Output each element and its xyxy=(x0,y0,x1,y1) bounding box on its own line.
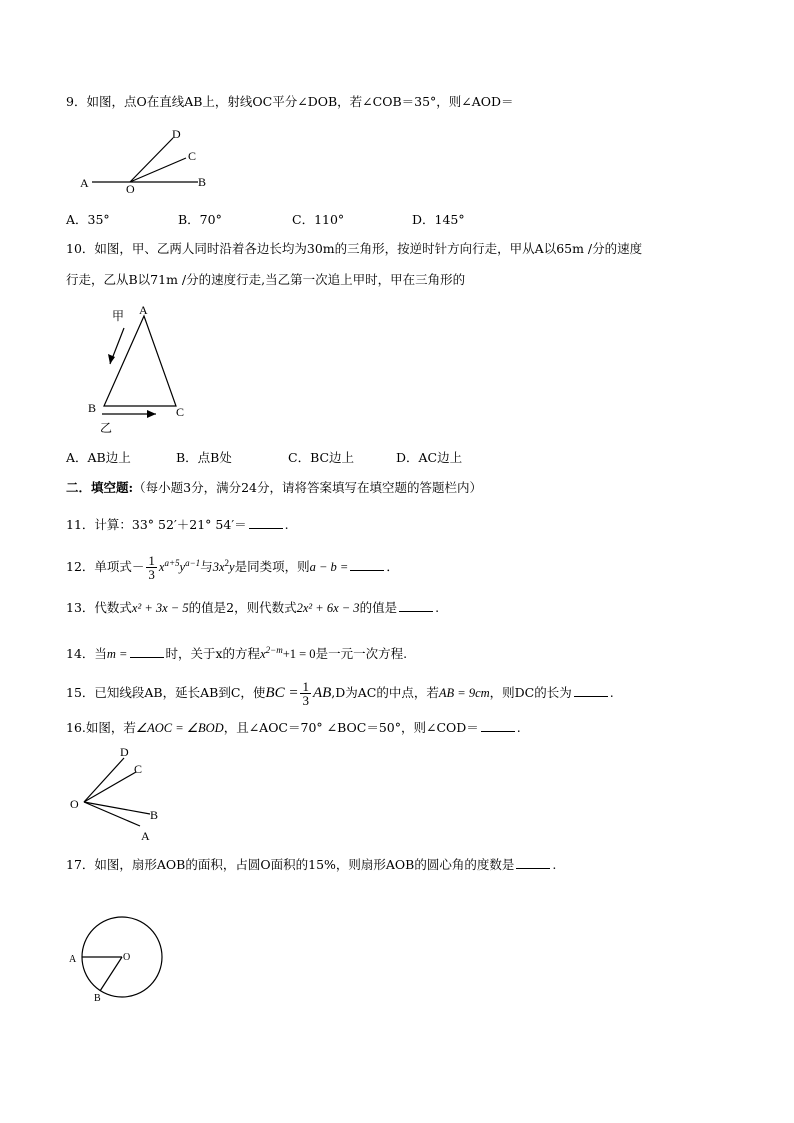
q17-figure xyxy=(66,912,186,1012)
q15-mid: ,D为AC的中点，若 xyxy=(331,685,439,700)
q17-label-b: B xyxy=(94,993,101,1004)
q16-label-d: D xyxy=(120,745,129,759)
q15-pre: 15．已知线段AB，延长AB到C，使 xyxy=(66,685,266,700)
q12-term3: 3x xyxy=(212,560,225,575)
q14-expr-base: x xyxy=(260,647,266,662)
q13-expr1: x² + 3x − 5 xyxy=(131,601,189,615)
q9-label-c: C xyxy=(188,149,197,163)
q13-answer-blank[interactable] xyxy=(399,599,433,612)
q16-label-b: B xyxy=(150,808,159,822)
q9-option-a: A．35° xyxy=(66,212,110,227)
q16-figure xyxy=(66,744,176,844)
q12-mid: 与 xyxy=(200,559,213,575)
q16-end: . xyxy=(516,720,521,735)
q15-frac-num: 1 xyxy=(302,679,309,694)
q10-option-c: C．BC边上 xyxy=(288,450,355,465)
q15-text xyxy=(66,680,614,707)
q10-figure xyxy=(84,302,204,435)
q10-option-d: D．AC边上 xyxy=(396,450,463,465)
q9-label-d: D xyxy=(172,127,181,141)
q14-pre: 14．当 xyxy=(66,646,107,662)
q12-text xyxy=(66,553,399,581)
q11-answer-blank[interactable] xyxy=(249,516,283,529)
q12-term4: y xyxy=(229,560,235,575)
q12-term1: x xyxy=(158,560,165,575)
q16-mid: ，且∠AOC＝70° ∠BOC＝50°，则∠COD＝ xyxy=(223,720,479,735)
q17-stem: 17．如图，扇形AOB的面积，占圆O面积的15%，则扇形AOB的圆心角的度数是 xyxy=(66,857,515,872)
q14-mid: 时，关于x的方程 xyxy=(165,646,261,662)
q9-label-o: O xyxy=(126,182,135,196)
q12-fraction xyxy=(146,554,157,581)
q16-text xyxy=(66,718,521,738)
q17-text xyxy=(66,855,556,875)
q9-option-b: B．70° xyxy=(178,212,222,227)
q14-var: m = xyxy=(106,647,128,662)
q9-text: 9．如图，点O在直线AB上，射线OC平分∠DOB，若∠COB＝35°，则∠AOD＝ xyxy=(66,94,514,109)
q14-answer-blank[interactable] xyxy=(130,645,164,658)
section2-note: （每小题3分，满分24分，请将答案填写在填空题的答题栏内） xyxy=(133,480,482,495)
q10-label-c: C xyxy=(176,405,185,419)
q15-answer-blank[interactable] xyxy=(574,684,608,697)
q12-exp2: a−1 xyxy=(185,558,201,568)
q12-frac-num: 1 xyxy=(148,553,155,569)
q10-label-jia: 甲 xyxy=(112,309,125,323)
q10-label-yi: 乙 xyxy=(100,421,113,435)
q9-label-a: A xyxy=(80,176,89,190)
q16-label-c: C xyxy=(134,762,143,776)
q16-label-a: A xyxy=(141,829,150,843)
q13-mid: 的值是2，则代数式 xyxy=(188,600,297,615)
q16-pre: 16.如图，若 xyxy=(66,720,136,735)
q12-pre: 12．单项式－ xyxy=(66,559,145,575)
q15-rhs: AB xyxy=(312,685,332,701)
q12-frac-den: 3 xyxy=(148,567,155,583)
q14-expr-exp: 2−m xyxy=(265,645,283,655)
q13-end: . xyxy=(435,600,440,615)
q14-post: 是一元一次方程 xyxy=(315,646,404,662)
q10-line1: 10．如图，甲、乙两人同时沿着各边长均为30m的三角形，按逆时针方向行走，甲从A以65m /分的速度 xyxy=(66,241,643,256)
q16-label-o: O xyxy=(70,797,79,811)
q9-figure xyxy=(78,124,218,194)
q14-expr-rest: +1 = 0 xyxy=(282,647,316,662)
q10-line2: 行走，乙从B以71m /分的速度行走,当乙第一次追上甲时，甲在三角形的 xyxy=(66,272,466,287)
q9-label-b: B xyxy=(198,175,207,189)
q12-answer-blank[interactable] xyxy=(350,558,384,571)
q12-exp1: a+5 xyxy=(164,558,180,568)
q15-frac-den: 3 xyxy=(302,693,309,708)
q12-expr: a − b = xyxy=(309,560,349,575)
q17-label-a: A xyxy=(69,954,77,965)
section2-title: 二．填空题: xyxy=(66,480,134,495)
q10-label-b: B xyxy=(88,401,97,415)
q12-term2: y xyxy=(179,560,186,575)
q13-pre: 13．代数式 xyxy=(66,600,132,615)
q14-text xyxy=(66,640,407,664)
q16-cond: ∠AOC = ∠BOD xyxy=(135,721,224,735)
q15-lhs: BC = xyxy=(265,685,299,701)
q15-cond: AB = 9cm xyxy=(438,686,490,700)
q11-text xyxy=(66,515,289,535)
section2-heading xyxy=(66,478,482,498)
q17-answer-blank[interactable] xyxy=(516,856,550,869)
q15-post: ，则DC的长为 xyxy=(489,685,572,700)
q9-option-d: D．145° xyxy=(412,212,465,227)
q12-exp3: 2 xyxy=(224,558,230,568)
q15-end: . xyxy=(609,685,614,700)
q13-expr2: 2x² + 6x − 3 xyxy=(296,601,360,615)
q15-fraction xyxy=(300,680,311,707)
q10-option-a: A．AB边上 xyxy=(66,450,131,465)
q11-stem: 11．计算：33° 52′＋21° 54′＝ xyxy=(66,517,247,532)
q13-text xyxy=(66,598,439,618)
q10-option-b: B．点B处 xyxy=(176,450,232,465)
q13-post: 的值是 xyxy=(359,600,398,615)
q14-end: . xyxy=(403,646,408,662)
q12-end: ． xyxy=(386,559,399,575)
q11-end: . xyxy=(284,517,289,532)
q9-option-c: C．110° xyxy=(292,212,345,227)
q17-end: . xyxy=(552,857,557,872)
q12-post: 是同类项，则 xyxy=(234,559,310,575)
q17-label-o: O xyxy=(123,952,131,963)
q10-label-a: A xyxy=(139,303,148,317)
q16-answer-blank[interactable] xyxy=(481,719,515,732)
